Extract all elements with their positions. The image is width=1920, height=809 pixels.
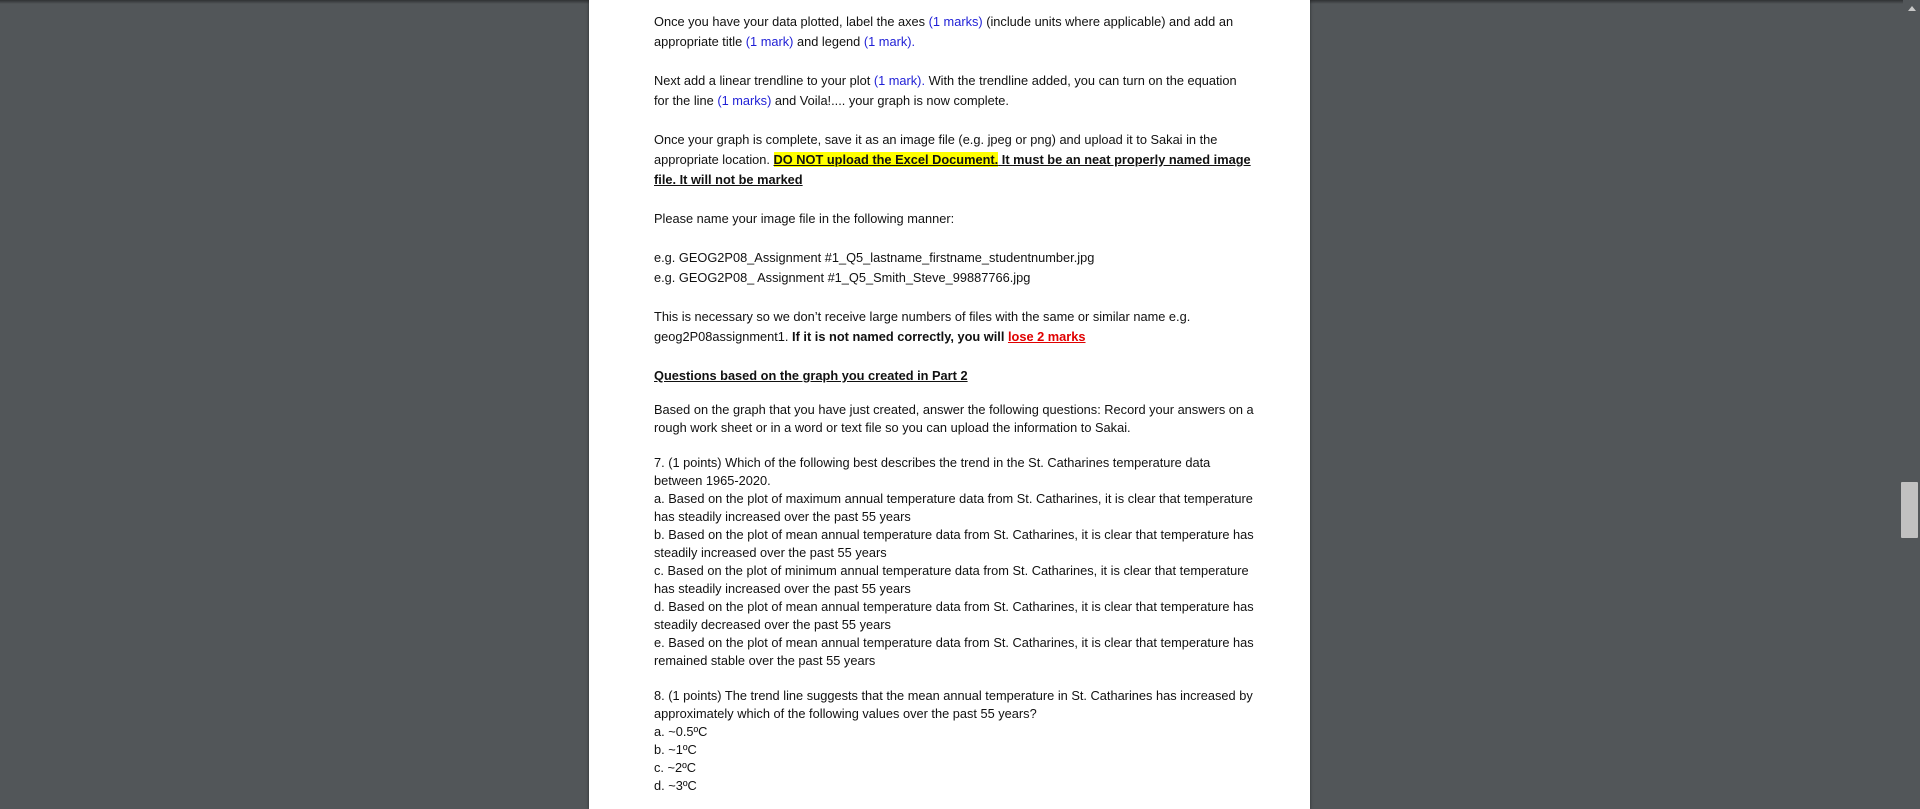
- text: This is necessary so we don’t receive large numbers of files with the same or similar name e.g. geog2P08assignment1.: [654, 309, 1191, 344]
- mark-label: (1 mark).: [863, 34, 916, 49]
- scroll-up-arrow-icon[interactable]: [1908, 6, 1916, 11]
- paragraph-trendline-instructions: [654, 71, 1254, 111]
- page-content: [654, 12, 1254, 795]
- answer-option: a. Based on the plot of maximum annual temperature data from St. Catharines, it is clear that temperature has steadily increased over the past 55 years: [654, 491, 1253, 524]
- paragraph-questions-intro: Based on the graph that you have just created, answer the following questions: Record your answers on a rough work sheet or in a word or text file so you can upload the information to Sakai.: [654, 402, 1254, 435]
- mark-label: (1 marks): [928, 14, 983, 29]
- answer-option: d. Based on the plot of mean annual temperature data from St. Catharines, it is clear that temperature has steadily decreased over the past 55 years: [654, 599, 1254, 632]
- answer-option: d. ~3ºC: [654, 778, 697, 793]
- answer-option: b. Based on the plot of mean annual temperature data from St. Catharines, it is clear that temperature has steadily increased over the past 55 years: [654, 527, 1254, 560]
- question-7: [654, 454, 1254, 670]
- text: With the trendline added, you can turn on the equation for the line: [654, 73, 1237, 108]
- question-text: 8. (1 points) The trend line suggests that the mean annual temperature in St. Catharines has increased by approximately which of the following values over the past 55 years?: [654, 688, 1253, 721]
- paragraph-upload-instructions: [654, 130, 1254, 190]
- answer-option: e. Based on the plot of mean annual temperature data from St. Catharines, it is clear that temperature has remained stable over the past 55 years: [654, 635, 1254, 668]
- answer-option: c. ~2ºC: [654, 760, 697, 775]
- paragraph-naming-reason: [654, 307, 1254, 347]
- paragraph-axes-instructions: [654, 12, 1254, 52]
- text: Once your graph is complete, save it as an image file (e.g. jpeg or png) and upload it to Sakai in the appropriate location.: [654, 132, 1218, 167]
- bold-text: If it is not named correctly, you will: [792, 329, 1008, 344]
- mark-label: (1 marks): [717, 93, 772, 108]
- text: and legend: [793, 34, 864, 49]
- text: Next add a linear trendline to your plot: [654, 73, 874, 88]
- answer-option: a. ~0.5ºC: [654, 724, 708, 739]
- question-text: 7. (1 points) Which of the following best describes the trend in the St. Catharines temperature data between 1965-2020.: [654, 455, 1211, 488]
- highlighted-warning: DO NOT upload the Excel Document.: [773, 152, 999, 167]
- filename-example-1: e.g. GEOG2P08_Assignment #1_Q5_lastname_firstname_studentnumber.jpg: [654, 250, 1095, 265]
- text: (include units where applicable) and add an appropriate title: [654, 14, 1234, 49]
- mark-label: (1 mark): [745, 34, 794, 49]
- filename-example-2: e.g. GEOG2P08_ Assignment #1_Q5_Smith_Steve_99887766.jpg: [654, 270, 1031, 285]
- text: and Voila!.... your graph is now complete.: [771, 93, 1009, 108]
- penalty-text: lose 2 marks: [1007, 329, 1086, 344]
- question-8: [654, 687, 1254, 795]
- bold-warning: It must be an neat properly named image file. It will not be marked: [654, 152, 1251, 187]
- document-page: [589, 0, 1310, 809]
- paragraph-naming: Please name your image file in the following manner:: [654, 211, 955, 226]
- answer-option: c. Based on the plot of minimum annual temperature data from St. Catharines, it is clear that temperature has steadily increased over the past 55 years: [654, 563, 1249, 596]
- mark-label: (1 mark).: [873, 73, 926, 88]
- section-heading: Questions based on the graph you created in Part 2: [654, 368, 968, 383]
- text: Once you have your data plotted, label the axes: [654, 14, 929, 29]
- scroll-thumb[interactable]: [1901, 482, 1918, 538]
- vertical-scrollbar[interactable]: [1903, 0, 1920, 809]
- answer-option: b. ~1ºC: [654, 742, 697, 757]
